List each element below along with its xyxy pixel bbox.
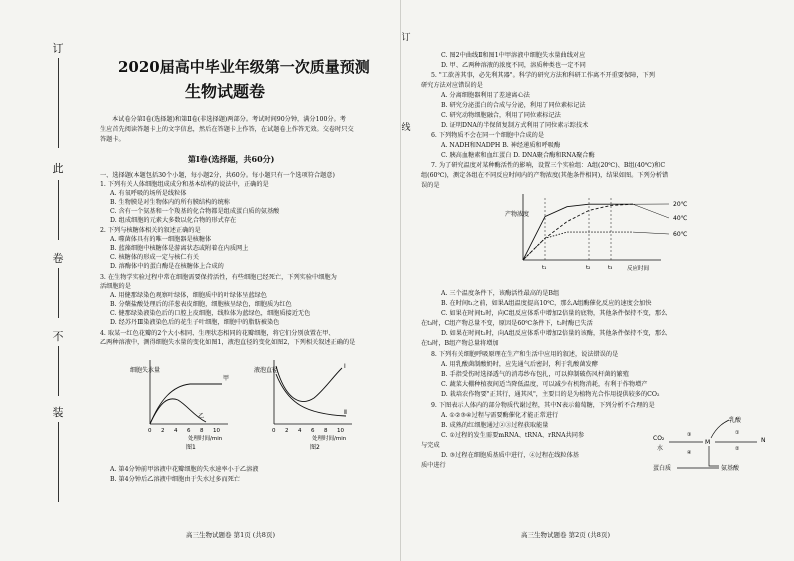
option-line: B. 第4分钟后乙溶液中细胞由于失水过多而死亡: [110, 476, 240, 483]
option-line: C. 研究动物细胞融合，利用了同位素标记法: [441, 112, 561, 119]
section-heading: 第Ⅰ卷(选择题，共60分): [188, 154, 275, 164]
fig1-tick: 10: [213, 428, 220, 434]
option-line: A. ①②③④过程与需要酶催化才能正常进行: [441, 412, 559, 419]
binding-line: [58, 180, 59, 240]
question-line: 一、选择题(本题包括30个小题，每小题2分，共60分。每小题只有一个选项符合题意): [100, 172, 335, 179]
binding-line: [58, 422, 59, 502]
curve-yi: [150, 399, 206, 424]
fig1-tick: 2: [161, 428, 165, 434]
x-tick-label-2: t₃: [608, 265, 613, 271]
intro-line: 本试卷分第Ⅰ卷(选择题)和第Ⅱ卷(非选择题)两部分。考试时间90分钟，满分100分。考: [112, 116, 346, 123]
intro-line: 答题卡。: [100, 136, 125, 143]
binding-label-2: 卷: [52, 252, 64, 265]
arrow-m-amino: [709, 446, 719, 466]
fig1-tick: 6: [187, 428, 191, 434]
fig2-tick: 6: [311, 428, 315, 434]
option-line: A. 用健那绿染色观察叶绿体，细胞质中的叶绿体呈蓝绿色: [110, 292, 267, 299]
option-line: C. 含有一个氨基和一个羧基的化合物都是组成蛋白质的氨基酸: [110, 208, 280, 215]
option-line: D. 经苏丹Ⅲ染液染色后的花生子叶细胞，细胞中的脂肪被染色: [110, 319, 280, 326]
option-line: B. 生物膜是对生物体内的所有膜结构的统称: [110, 199, 230, 206]
question-line: 4. 取某一红色花瓣的2个大小相同、生理状态相同的花瓣细胞，将它们分别放置在甲、: [100, 330, 335, 337]
label-step-4: ④: [687, 450, 692, 456]
fig1-caption: 图1: [186, 444, 196, 451]
figure-2: [252, 352, 362, 452]
series-leader-2: [633, 232, 669, 234]
binding-mark: 订: [401, 33, 411, 43]
option-line: A. 三个温度条件下，该酶活性最高的是B组: [441, 290, 560, 297]
label-amino-acid: 氨基酸: [721, 465, 740, 472]
binding-mark: 线: [401, 123, 411, 133]
question-line: 8. 下列有关细胞呼吸原理在生产和生活中应用的叙述，说法错误的是: [431, 351, 619, 358]
figure-1: [128, 352, 238, 452]
option-line: D. 如果在时间t₂时，向A组反应体系中增加2倍量的该酶，其他条件保持不变，那么: [441, 330, 668, 337]
q7-series-group: [523, 201, 688, 260]
q7-chart: [501, 188, 711, 284]
series-line-2: [523, 232, 633, 260]
question-line: 误的是: [421, 182, 440, 189]
label-m: M: [705, 439, 711, 446]
fig2-tick: 8: [324, 428, 328, 434]
fig2-tick: 4: [298, 428, 302, 434]
fig1-tick: 4: [174, 428, 178, 434]
question-line: 5. "工欲善其事，必先利其器"。科学的研究方法和科研工作离不开重要保障，下列: [431, 72, 655, 79]
binding-label-3: 不: [52, 330, 64, 343]
fig1-tick: 8: [200, 428, 204, 434]
option-line: B. 手指受伤时选择透气的消毒纱布包扎，可以抑制破伤风杆菌的繁殖: [441, 371, 629, 378]
question-line: 7. 为了研究温度对某种酶活性的影响，设置三个实验组：A组(20℃)、B组(40℃)和C: [431, 162, 666, 169]
curve-ii: [276, 374, 346, 416]
label-protein: 蛋白质: [653, 465, 672, 472]
curve-jia: [150, 384, 222, 424]
binding-line: [58, 268, 59, 318]
option-line: A. NADH和NADPH B. 神经递质和呼吸酶: [441, 142, 561, 149]
option-line: D. 甲、乙两种溶液的浓度不同，溶质种类也一定不同: [441, 62, 586, 69]
q7-xlabel: 反应时间: [627, 266, 650, 272]
fig1-curve-label: 乙: [198, 413, 205, 420]
label-step-1: ①: [735, 430, 740, 436]
fig2-curve-label: Ⅰ: [344, 363, 346, 370]
fig2-tick: 10: [337, 428, 344, 434]
question-line: 乙两种溶液中，测得细胞失水量的变化如图1，液泡直径的变化如图2，下列相关叙述正确的是: [100, 339, 356, 346]
arrow-m-lactic: [711, 420, 729, 438]
option-line: D. 证明DNA的半保留复制方式利用了同位素示踪技术: [441, 122, 589, 129]
exam-title: 2020届高中毕业年级第一次质量预测: [118, 58, 370, 76]
intro-line: 生应首先阅读答题卡上的文字信息，然后在答题卡上作答，在试题卷上作答无效。交卷时只交: [100, 126, 354, 133]
page-footer: 高三生物试题卷 第1页 (共8页): [186, 531, 275, 539]
exam-subtitle: 生物试题卷: [185, 82, 266, 101]
page-footer: 高三生物试题卷 第2页 (共8页): [521, 531, 610, 539]
question-line: 研究方法对应错误的是: [421, 82, 483, 89]
option-line: D. 组成细胞的元素大多数以化合物的形式存在: [110, 217, 237, 224]
x-tick-label-1: t₂: [586, 265, 591, 271]
binding-label-1: 此: [52, 162, 64, 175]
question-line: 1. 下列有关人体细胞组成成分和基本结构的说法中，正确的是: [100, 181, 269, 188]
fig2-tick: 2: [285, 428, 289, 434]
option-line: D. 栽培农作物要"正其行，通其风"，主要目的是为植物光合作用提供较多的CO₂: [441, 391, 660, 398]
label-step-2: ②: [735, 446, 740, 452]
option-line: C. 健那绿染液染色后的口腔上皮细胞，线粒体为蓝绿色，细胞质接近无色: [110, 310, 311, 317]
label-step-3: ③: [687, 432, 692, 438]
page-2: [400, 0, 794, 561]
option-line: C. 图2中曲线Ⅱ和图1中甲溶液中细胞失水量曲线对应: [441, 52, 586, 59]
question-line: 组(60℃)，测定各组在不同反应时间内的产物浓度(其他条件相同)，结果如图。下列分析错: [421, 172, 669, 179]
option-line: A. 用乳酸菌制酸奶时，应先通气后密封，利于乳酸菌发酵: [441, 361, 598, 368]
binding-line: [58, 58, 59, 148]
fig2-curve-label: Ⅱ: [344, 409, 347, 416]
option-line: A. 有氧呼吸的场所是线粒体: [110, 190, 187, 197]
option-line: D. ③过程在细胞质基质中进行，④过程在线粒体基: [441, 452, 579, 459]
fig1-ylabel: 细胞失水量: [130, 367, 161, 374]
label-water: 水: [657, 445, 664, 452]
binding-line: [58, 346, 59, 396]
fig1-curve-label: 甲: [223, 375, 230, 382]
x-tick-label-0: t₁: [542, 265, 547, 271]
option-line: C. 核糖体的形成一定与核仁有关: [110, 254, 199, 261]
option-line: 在t₃时，C组产物总量不变，原因是60℃条件下，t₂时酶已失活: [421, 320, 593, 327]
option-line: A. 第4分钟前甲溶液中花瓣细胞的失水速率小于乙溶液: [110, 466, 259, 473]
binding-label-4: 装: [52, 406, 64, 419]
option-line: B. 分蘖盐酸处理后的洋葱表皮细胞，细胞核呈绿色，细胞质为红色: [110, 301, 292, 308]
option-line: C. 蔬菜大棚种植夜间适当降低温度，可以减少有机物消耗，有利于作物增产: [441, 381, 648, 388]
series-label-0: 20℃: [673, 201, 688, 208]
option-line: A. 噬菌体具有的唯一细胞器是核糖体: [110, 236, 212, 243]
question-line: 2. 下列与核糖体相关的叙述正确的是: [100, 227, 201, 234]
question-line: 3. 在生物学实验过程中常在细胞需要保持活性，有些细胞已经死亡，下列实验中细胞为: [100, 274, 337, 281]
option-line: D. 溶酶体中的蛋白酶是在核糖体上合成的: [110, 263, 224, 270]
option-line: B. 蓝藻细胞中核糖体是游离状态或附着在内质网上: [110, 245, 249, 252]
binding-top-char: 订: [52, 42, 64, 55]
question-line: 9. 下图表示人体内的部分物质代谢过程，其中N表示葡萄糖，下列分析不合理的是: [431, 402, 655, 409]
series-label-2: 60℃: [673, 231, 688, 238]
series-leader-1: [633, 204, 669, 218]
option-line: B. 成熟的红细胞通过②③过程获取能量: [441, 422, 549, 429]
label-co2: CO₂: [653, 435, 665, 442]
question-line: 活细胞的是: [100, 283, 131, 290]
q9-diagram: [651, 414, 791, 480]
fig2-tick: 0: [272, 428, 276, 434]
option-line: C. 如果在时间t₂时，向C组反应体系中增加2倍量的底物，其他条件保持不变，那么: [441, 310, 668, 317]
fig2-caption: 图2: [310, 444, 320, 451]
fig2-xlabel: 处理时间/min: [312, 436, 347, 442]
q7-ylabel: 产物浓度: [505, 211, 530, 218]
option-line: C. ①过程的发生需要mRNA、tRNA、rRNA共同参: [441, 432, 585, 439]
option-line: 在t₃时，B组产物总量将增加: [421, 340, 499, 347]
option-line: B. 研究分泌蛋白的合成与分泌，利用了同位素标记法: [441, 102, 586, 109]
option-line: 质中进行: [421, 462, 446, 469]
series-label-1: 40℃: [673, 215, 688, 222]
curve-i: [276, 366, 342, 401]
option-line: 与完成: [421, 442, 440, 449]
fig1-tick: 0: [148, 428, 152, 434]
fig1-xlabel: 处理时间/min: [188, 436, 223, 442]
fig2-ylabel: 液泡直径: [254, 367, 279, 374]
option-line: A. 分离细胞器利用了差速离心法: [441, 92, 530, 99]
label-n: N: [761, 437, 766, 444]
question-line: 6. 下列物质不会在同一个细胞中合成的是: [431, 132, 545, 139]
option-line: B. 在时间t₁之前，如果A组温度提高10℃，那么A组酶催化反应的速度会加快: [441, 300, 652, 307]
option-line: C. 胰高血糖素和血红蛋白 D. DNA聚合酶和RNA聚合酶: [441, 152, 595, 159]
label-lactic-acid: 乳酸: [729, 417, 742, 424]
